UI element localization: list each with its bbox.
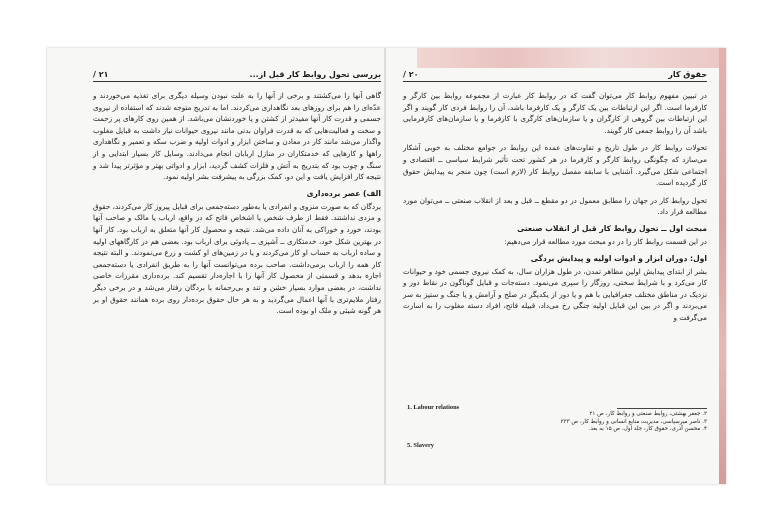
right-header-title: حقوق کار [668,70,707,79]
left-page-number: ۲۱ / [93,70,109,79]
right-paragraph-1: در تبیین مفهوم روابط کار می‌توان گفت که در روابط کار عبارت از مجموعه روابط بین کارگر و کارفرما است. اگر این ارتباطات بین یک کارگر و یک کارفرما باشد، آن را روابط فردی کار گویند و اگر این ارتباطات بین گروهی از کارگران و یا سازمان‌های کارگری با کارفرما و یا سازمان‌های کارفرمایی باشد آن را روابط جمعی کار گویند. [403,91,707,135]
right-footnotes [403,408,707,448]
right-section-heading: مبحث اول ــ تحول روابط کار قبل از انقلاب صنعتی [517,223,707,233]
right-subsection-paragraph: بشر از ابتدای پیدایش اولین مظاهر تمدن، در طول هزاران سال، به کمک نیروی جسمی خود و حیوانات کار می‌کرد و با شرایط سختی، روزگار را سپری می‌نمود. دسته‌جات و قبایل گوناگون در نقاط دور و نزدیک در مناطق مختلف جغرافیایی با هم و یا دور از یکدیگر در صلح و آرامش و یا جنگ و ستیز به سر می‌بردند و اگر در بین این قبایل اولیه جنگی رخ می‌داد، قبیله فاتح، افراد دسته مغلوب را به اسارت می‌گرفت و [403,266,707,322]
right-subsection-heading: اول: دوران ابزار و ادوات اولیه و پیدایش بردگی [530,253,707,263]
page-edge-top [417,48,726,68]
book-gutter [384,48,386,484]
footnote-4: ۴. محسن آذری، حقوق کار، جلد اول، ص ۱۵ به بعد. [588,426,707,433]
right-section-intro: در این قسمت روابط کار را در دو مبحث مورد مطالعه قرار می‌دهیم: [504,236,707,246]
footnote-3: ۳. ناصر میرسپاسی، مدیریت منابع انسانی و روابط کار، ص ۲۳۳ [560,418,707,425]
left-page [93,70,381,323]
book-spread [47,48,726,484]
latin-footnote-1: 1. Labour relations [407,404,460,411]
page-edge-right [719,48,726,484]
right-page [403,70,707,330]
footnote-rule [617,408,707,409]
left-section-paragraph-1: بردگان که به صورت منزوی و انفرادی یا به‌طور دسته‌جمعی برای قبایل پیروز کار می‌کردند، حقوق و مزدی نداشتند. فقط از طرف شخص یا اشخاص فاتح که در واقع، ارباب یا مالک و صاحب آنها بودند، خورد و خوراکی به آنان داده می‌شد. نتیجه و محصول کار آنها متعلق به ارباب بود. کار آنها در بهترین شکل خود، خدمتکاری ــ آشپزی ــ پادوئی برای ارباب بود. بعضی هم در کارگاههای اولیه و ساده ارباب به حساب او کار می‌کردند و یا در زمین‌های او کشت و زرع می‌نمودند. و البته نتیجه کار همه را ارباب برمی‌داشت. صاحب برده می‌توانست آنها را به طریق انفرادی یا دسته‌جمعی اجاره بدهد و قسمتی از محصول کار آنها را با اجاره‌دار تقسیم کند. برده‌داری مقررات خاصی نداشت، در بعضی موارد بسیار خشن و تند و بی‌رحمانه با بردگان رفتار می‌شد و در برخی دیگر رفتار ملایم‌تری با آنها اعمال می‌گردید و به هر حال حقوق برده‌دار روی برده همانند حقوق او بر هر گونه شیئی و ملک او بوده است. [93,201,381,316]
right-paragraph-3: تحول روابط کار در جهان را مطابق معمول در دو مقطع ــ قبل و بعد از انقلاب صنعتی ــ می‌توان مورد مطالعه قرار داد. [403,195,707,217]
left-paragraph-1: گاهی آنها را می‌کشتند و برخی از آنها را به علت نبودن وسیله دیگری برای تغذیه می‌خوردند و عدّه‌ای را هم برای روزهای بعد نگاهداری می‌کردند. اما به تدریج متوجه شدند که استفاده از نیروی جسمی و قدرت کار آنها مفیدتر از کشتن و یا خوردنشان می‌باشد. از همین روی کارهای پر زحمت و سخت و فعالیت‌هایی که به قدرت فراوان بدنی مانند نیروی حیوانات نیاز داشت به قبایل مغلوب واگذار می‌شد مانند کار در معادن و ساختن ابزار و ادوات اولیه و ضرب سکه و تعمیر و نگاهداری راهها و کارهایی که خدمتکاران در منازل اربابان انجام می‌دادند. وسایل کار بسیار ابتدایی و از سنگ و چوب بود که بتدریج به آتش و فلزات کشف گردید، ابزار و ادواتی بهتر و مؤثرتر پیدا شد و نتیجه کار افزایش یافت و این دو، کمک بزرگی به پیشرفت بشر اولیه نمود. [93,91,381,182]
right-page-number: ۲۰ / [403,70,419,79]
right-running-head [403,70,707,82]
right-paragraph-2: تحولات روابط کار در طول تاریخ و تفاوت‌های عمده این روابط در جوامع مختلف به خوبی آشکار می‌سازد که چگونگی روابط کارگر و کارفرما در هر کشور تحت تأثیر شرایط سیاسی ــ اقتصادی و اجتماعی شکل می‌گیرد. آشنایی با سابقه مفصل روابط کار (لازم است) چون منجر به پیدایش حقوق کار گردیده است. [403,143,707,188]
left-header-title: بررسی تحول روابط کار قبل از... [249,70,381,79]
latin-footnote-5: 5. Slavery [407,442,434,449]
left-running-head [93,70,381,82]
footnote-2: ۲. جعفر بهشتی، روابط صنعتی و روابط کار، ص ۲۱ [589,411,707,417]
left-section-heading: الف) عصر برده‌داری [306,188,381,198]
